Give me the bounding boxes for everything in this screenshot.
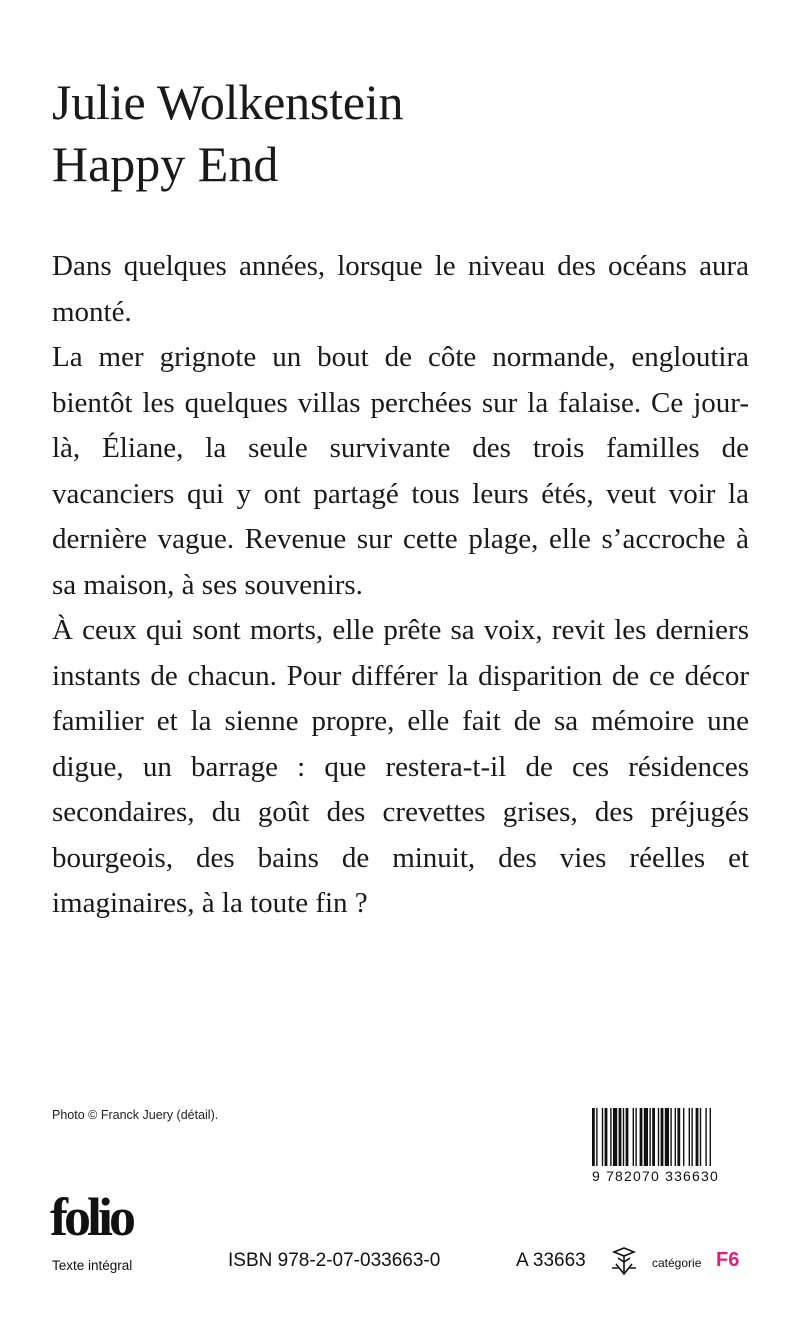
barcode-bar <box>700 1108 701 1166</box>
barcode-bar <box>605 1108 608 1166</box>
folio-logo: folio <box>50 1187 132 1247</box>
category-label: catégorie <box>652 1256 702 1270</box>
barcode-bar <box>633 1108 634 1166</box>
blurb-paragraph-2: La mer grignote un bout de côte normande, engloutira bientôt les quelques villas perchées sur la falaise. Ce jour-là, Éliane, la seule survivante des trois familles de vacanciers qui y ont partagé tous leurs étés, veut voir la dernière vague. Revenue sur cette plage, elle s’accroche à sa maison, à ses souvenirs. <box>52 341 749 601</box>
barcode-bar <box>635 1108 636 1166</box>
barcode-bar <box>640 1108 643 1166</box>
barcode-bar <box>705 1108 706 1166</box>
book-title: Happy End <box>52 136 279 192</box>
barcode-bar <box>592 1108 595 1166</box>
barcode-bar <box>658 1108 659 1166</box>
barcode-bar <box>610 1108 611 1166</box>
blurb <box>52 244 749 927</box>
photo-credit: Photo © Franck Juery (détail). <box>52 1108 219 1122</box>
barcode-bar <box>619 1108 622 1166</box>
barcode-bar <box>691 1108 692 1166</box>
barcode-bar <box>675 1108 676 1166</box>
barcode-bar <box>613 1108 617 1166</box>
barcode-digits: 9 782070 336630 <box>592 1168 719 1184</box>
barcode-bar <box>665 1108 669 1166</box>
isbn: ISBN 978-2-07-033663-0 <box>228 1250 441 1271</box>
barcode-bar <box>623 1108 624 1166</box>
blurb-paragraph-1: Dans quelques années, lorsque le niveau des océans aura monté. <box>52 250 749 328</box>
barcode-bar <box>696 1108 699 1166</box>
barcode-bar <box>649 1108 650 1166</box>
author-name: Julie Wolkenstein <box>52 74 404 130</box>
barcode-bar <box>661 1108 664 1166</box>
category-symbol-icon <box>608 1246 640 1276</box>
barcode-bar <box>596 1108 597 1166</box>
barcode <box>592 1108 750 1184</box>
barcode-bar <box>710 1108 711 1166</box>
barcode-bar <box>670 1108 671 1166</box>
folio-subtitle: Texte intégral <box>52 1258 133 1273</box>
barcode-bars <box>592 1108 750 1166</box>
barcode-bar <box>652 1108 655 1166</box>
reference-number: A 33663 <box>516 1250 586 1271</box>
barcode-bar <box>644 1108 648 1166</box>
category-code: F6 <box>716 1249 740 1271</box>
barcode-bar <box>626 1108 629 1166</box>
barcode-bar <box>689 1108 690 1166</box>
barcode-bar <box>602 1108 603 1166</box>
blurb-paragraph-3: À ceux qui sont morts, elle prête sa voix, revit les derniers instants de chacun. Pour différer la disparition de ce décor familier et la sienne propre, elle fait de sa mémoire une digue, un barrage : que restera-t-il de ces résidences secondaires, du goût des crevettes grises, des préjugés bourgeois, des bains de minuit, des vies réelles et imaginaires, à la toute fin ? <box>52 614 749 919</box>
barcode-bar <box>677 1108 680 1166</box>
barcode-bar <box>683 1108 684 1166</box>
